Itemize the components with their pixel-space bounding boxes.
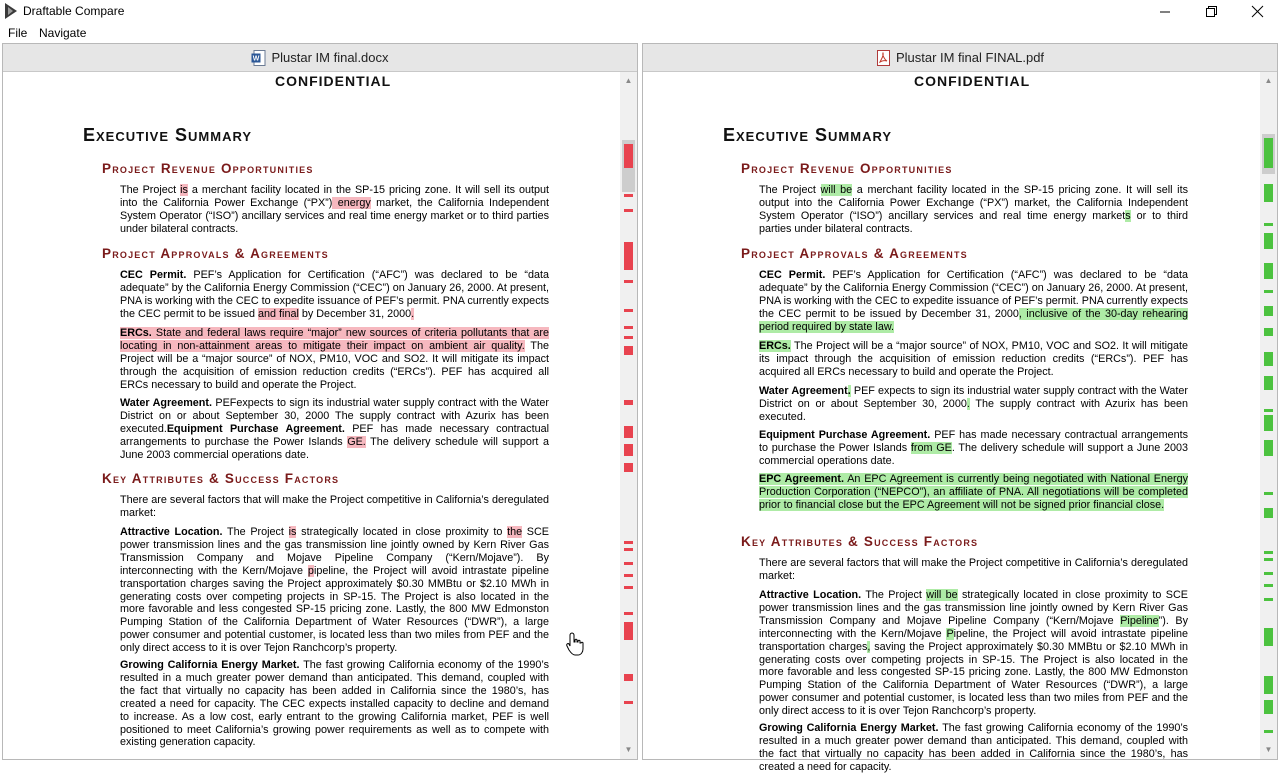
change-marker-insertion-4[interactable] — [1264, 233, 1273, 249]
change-marker-insertion-21[interactable] — [1264, 628, 1273, 646]
change-marker-insertion-13[interactable] — [1264, 440, 1273, 456]
change-marker-deletion-22[interactable] — [624, 701, 633, 704]
change-marker-insertion-23[interactable] — [1264, 700, 1273, 714]
para-ercs: ERCs. State and federal laws require “major” new sources of criteria pollutants that are locating in non-attainment areas to mitigate their impact on ambient air quality. The Project will be a “major source” of NOX, PM10, VOC and SO2. It will mitigate its impact through the acquisition of emission reduction credits (“ERCs”). PEF has acquired all ERCs necessary to build and operate the Project. — [120, 327, 549, 391]
change-marker-deletion-6[interactable] — [624, 309, 633, 312]
hand-cursor-icon — [566, 632, 584, 656]
section-revenue: Project Revenue Opportunities — [102, 161, 314, 176]
change-marker-deletion-20[interactable] — [624, 622, 633, 640]
change-marker-insertion-11[interactable] — [1264, 409, 1273, 412]
change-marker-deletion-5[interactable] — [624, 280, 633, 283]
change-marker-deletion-21[interactable] — [624, 674, 633, 681]
restore-button[interactable] — [1188, 0, 1234, 23]
section-key-attributes: Key Attributes & Success Factors — [741, 534, 979, 549]
change-marker-deletion-14[interactable] — [624, 541, 633, 544]
change-marker-insertion-18[interactable] — [1264, 572, 1273, 575]
menu-bar — [0, 23, 1280, 43]
right-page — [643, 72, 1260, 773]
change-marker-insertion-17[interactable] — [1264, 558, 1273, 561]
change-marker-insertion-3[interactable] — [1264, 223, 1273, 226]
left-scrollbar[interactable] — [620, 72, 637, 759]
change-marker-deletion-9[interactable] — [624, 346, 633, 355]
section-approvals: Project Approvals & Agreements — [741, 246, 968, 261]
menu-file[interactable]: File — [8, 26, 28, 40]
change-marker-deletion-17[interactable] — [624, 574, 633, 577]
para-epc-agreement: EPC Agreement. An EPC Agreement is currently being negotiated with National Energy Production Corporation (“NEPCO”), an affiliate of PNA. All negotiations will be completed prior to financial close but the EPC Agreement will not be signed prior financial close. — [759, 473, 1188, 511]
para-attractive-location: Attractive Location. The Project will be strategically located in close proximity to SCE power transmission lines and the gas transmission line jointly owned by Kern River Gas Transmission Company and Mojave Pipeline Company (“Kern/Mojave Pipeline”). By interconnecting with the Kern/Mojave Pipeline, the Project will avoid intrastate pipeline transportation charges, saving the Project approximately $0.30 MMBtu or $2.10 MWh in generating costs over competing projects in SP-15. The Project is also located in the more favorable and less congested SP-15 pricing zone. Lastly, the 800 MW Edmonston Pumping Station of the California Department of Water Resources (“DWR”), a large power consumer and potential customer, is located less than two miles from PEF and the only direct access to it is over Tejon Ranchcorp’s property. — [759, 589, 1189, 718]
change-marker-deletion-13[interactable] — [624, 463, 633, 472]
para-equipment-purchase: Equipment Purchase Agreement. PEF has made necessary contractual arrangements to purchase the Power Islands from GE. The delivery schedule will support a June 2003 commercial operations date. — [759, 429, 1188, 467]
minimize-button[interactable] — [1142, 0, 1188, 23]
right-scrollbar[interactable] — [1260, 72, 1277, 759]
change-marker-insertion-12[interactable] — [1264, 415, 1273, 431]
change-marker-insertion-2[interactable] — [1264, 184, 1273, 202]
heading-executive-summary: Executive Summary — [723, 125, 893, 145]
para-growing-market: Growing California Energy Market. The fast growing California economy of the 1990’s resulted in a much greater power demand than anticipated. This demand, coupled with the fact that virtually no capacity has been added in California since the 1980’s, has created a need for capacity. The CEC expects installed capacity to decline and demand to increase. As a low cost, early entrant to the growing California market, PEF is well positioned to meet California’s growing power requirements as well as to compete with existing generation capacity. — [120, 659, 550, 749]
para-cec-permit: CEC Permit. PEF’s Application for Certification (“AFC”) was declared to be “data adequate” by the California Energy Commission (“CEC”) on January 26, 2000. At present, PNA is working with the CEC to expedite issuance of PEF’s permit. PNA currently expects the CEC permit to be issued by December 31, 2000, inclusive of the 30-day rehearing period required by state law. — [759, 269, 1188, 333]
scroll-up-icon[interactable]: ▲ — [1264, 76, 1273, 85]
para-factors: There are several factors that will make the Project competitive in California’s deregulated market: — [120, 494, 549, 519]
change-marker-insertion-6[interactable] — [1264, 290, 1273, 293]
scroll-up-icon[interactable]: ▲ — [624, 76, 633, 85]
change-marker-insertion-8[interactable] — [1264, 328, 1273, 336]
menu-navigate[interactable]: Navigate — [39, 26, 87, 40]
window-title: Draftable Compare — [23, 4, 125, 18]
para-cec-permit: CEC Permit. PEF’s Application for Certification (“AFC”) was declared to be “data adequate” by the California Energy Commission (“CEC”) on January 26, 2000. At present, PNA is working with the CEC to expedite issuance of PEF’s permit. PNA currently expects the CEC permit to be issued and final by December 31, 2000. — [120, 269, 549, 320]
change-marker-deletion-2[interactable] — [624, 194, 633, 197]
change-marker-insertion-15[interactable] — [1264, 508, 1273, 518]
left-document-pane — [2, 43, 638, 760]
minimize-icon — [1160, 7, 1170, 17]
change-marker-deletion-10[interactable] — [624, 400, 633, 405]
change-marker-insertion-22[interactable] — [1264, 676, 1273, 694]
right-document-pane — [642, 43, 1278, 773]
confidential-label: CONFIDENTIAL — [275, 73, 392, 89]
restore-icon — [1206, 6, 1217, 17]
change-marker-deletion-12[interactable] — [624, 444, 633, 456]
section-revenue: Project Revenue Opportunities — [741, 161, 953, 176]
left-file-name: Plustar IM final.docx — [271, 50, 389, 65]
section-key-attributes: Key Attributes & Success Factors — [102, 471, 340, 486]
change-marker-deletion-11[interactable] — [624, 426, 633, 438]
change-marker-insertion-5[interactable] — [1264, 263, 1273, 279]
scroll-down-icon[interactable]: ▼ — [1264, 745, 1273, 754]
change-marker-deletion-7[interactable] — [624, 326, 633, 329]
change-marker-insertion-7[interactable] — [1264, 306, 1273, 316]
change-marker-insertion-1[interactable] — [1264, 138, 1273, 168]
left-pane-header — [3, 44, 637, 72]
left-page — [3, 72, 620, 759]
para-water-agreement: Water Agreement. PEF expects to sign its industrial water supply contract with the Water District on or about September 30, 2000. The supply contract with Azurix has been executed. — [759, 385, 1188, 423]
word-document-icon — [251, 50, 266, 66]
change-marker-insertion-14[interactable] — [1264, 492, 1273, 495]
right-file-name: Plustar IM final FINAL.pdf — [895, 50, 1045, 65]
change-marker-deletion-1[interactable] — [624, 144, 633, 168]
confidential-label: CONFIDENTIAL — [914, 73, 1031, 89]
para-growing-market: Growing California Energy Market. The fast growing California economy of the 1990’s resulted in a much greater power demand than anticipated. This demand, coupled with the fact that virtually no capacity has been added in California since the 1980’s, has created a need for capacity. — [759, 722, 1189, 773]
draftable-logo-icon — [4, 3, 18, 19]
scroll-down-icon[interactable]: ▼ — [624, 745, 633, 754]
close-icon — [1252, 6, 1263, 17]
title-bar — [0, 0, 1280, 23]
para-factors: There are several factors that will make the Project competitive in California’s deregulated market: — [759, 557, 1188, 582]
change-marker-deletion-19[interactable] — [624, 612, 633, 615]
section-approvals: Project Approvals & Agreements — [102, 246, 329, 261]
change-marker-deletion-4[interactable] — [624, 242, 633, 270]
pdf-document-icon — [876, 50, 891, 66]
para-revenue: The Project is a merchant facility located in the SP-15 pricing zone. It will sell its output into the California Power Exchange (“PX”) energy market, the California Independent System Operator (“ISO”) ancillary services and real time energy market or to third parties under bilateral contracts. — [120, 184, 550, 235]
change-marker-insertion-9[interactable] — [1264, 352, 1273, 366]
right-pane-header — [643, 44, 1277, 72]
change-marker-insertion-19[interactable] — [1264, 584, 1273, 587]
change-marker-insertion-16[interactable] — [1264, 551, 1273, 554]
change-marker-deletion-16[interactable] — [624, 562, 633, 565]
close-button[interactable] — [1234, 0, 1280, 23]
svg-text:W: W — [253, 55, 260, 62]
para-water-agreement: Water Agreement. PEFexpects to sign its industrial water supply contract with the Water District on or about September 30, 2000 The supply contract with Azurix has been executed.Equipment Purchase Agreement. PEF has made necessary contractual arrangements to purchase the Power Islands GE. The delivery schedule will support a June 2003 commercial operations date. — [120, 397, 549, 461]
change-marker-insertion-20[interactable] — [1264, 598, 1273, 601]
para-attractive-location: Attractive Location. The Project is strategically located in close proximity to the SCE power transmission lines and the gas transmission line jointly owned by Kern River Gas Transmission Company and Mojave Pipeline Company (“Kern/Mojave”). By interconnecting with the Kern/Mojave pipeline, the Project will avoid intrastate pipeline transportation charges saving the Project approximately $0.30 MMBtu or $2.10 MWh in generating costs over competing projects in SP-15. The Project is also located in the more favorable and less congested SP-15 pricing zone. Lastly, the 800 MW Edmonston Pumping Station of the California Department of Water Resources (“DWR”), a large power consumer and potential customer, is located less than two miles from PEF and the only direct access to it is over Tejon Ranchcorp’s property. — [120, 526, 550, 655]
heading-executive-summary: Executive Summary — [83, 125, 253, 145]
para-ercs: ERCs. The Project will be a “major source” of NOX, PM10, VOC and SO2. It will mitigate its impact through the acquisition of emission reduction credits (“ERCs”). PEF has acquired all ERCs necessary to build and operate the Project. — [759, 340, 1188, 378]
para-revenue: The Project will be a merchant facility located in the SP-15 pricing zone. It will sell its output into the California Power Exchange (“PX”) market, the California Independent System Operator (“ISO”) ancillary services and real time energy markets or to third parties under bilateral contracts. — [759, 184, 1189, 235]
change-marker-deletion-18[interactable] — [624, 586, 633, 589]
change-marker-insertion-10[interactable] — [1264, 376, 1273, 390]
change-marker-deletion-15[interactable] — [624, 548, 633, 551]
change-marker-deletion-3[interactable] — [624, 209, 633, 212]
change-marker-deletion-8[interactable] — [624, 336, 633, 339]
change-marker-insertion-24[interactable] — [1264, 730, 1273, 733]
